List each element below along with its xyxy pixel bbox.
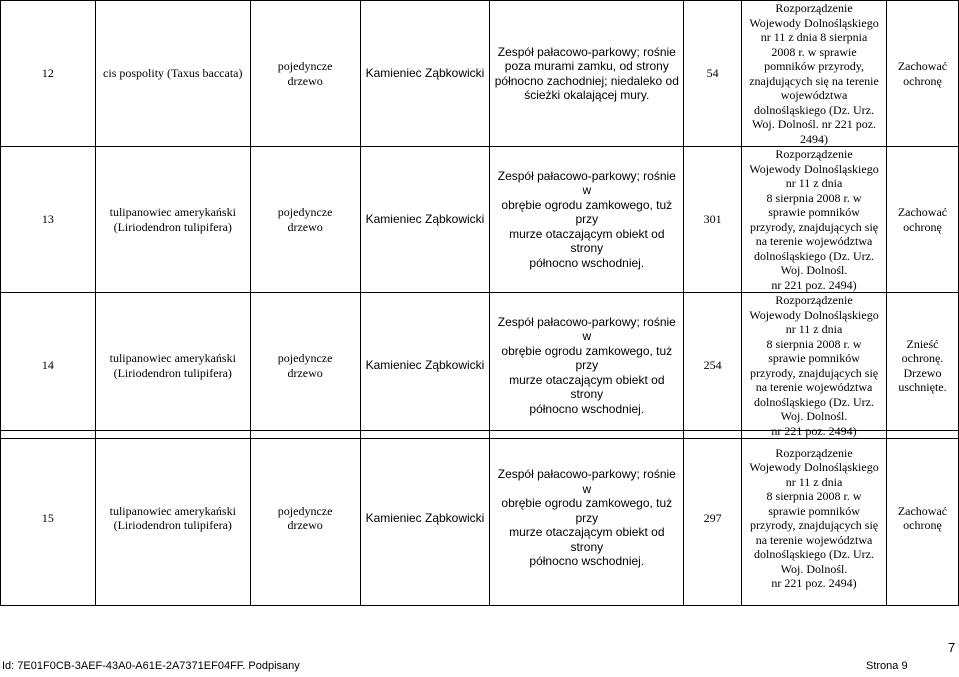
location-cell: Kamieniec Ząbkowicki — [360, 147, 490, 293]
recommendation-cell: Zachować ochronę — [886, 147, 958, 293]
type-cell: pojedyncze drzewo — [250, 293, 360, 439]
row-number: 15 — [1, 431, 96, 606]
location-cell: Kamieniec Ząbkowicki — [360, 1, 490, 147]
species-cell: tulipanowiec amerykański (Liriodendron tulipifera) — [95, 431, 250, 606]
regulation-cell: Rozporządzenie Wojewody Dolnośląskiego nr 11 z dnia 8 sierpnia 2008 r. w sprawie pomników przyrody, znajdujących się na terenie województwa dolnośląskiego (Dz. Urz. Woj. Dolnośl. nr 221 poz. 2494) — [742, 293, 887, 439]
recommendation-cell: Zachować ochronę — [886, 1, 958, 147]
page-number: 7 — [948, 640, 956, 655]
type-cell: pojedyncze drzewo — [250, 431, 360, 606]
recommendation-cell: Znieść ochronę. Drzewo uschnięte. — [886, 293, 958, 439]
page-label: Strona 9 — [866, 660, 908, 672]
table-row — [1, 293, 959, 439]
description-cell: Zespół pałacowo-parkowy; rośnie w obrębie ogrodu zamkowego, tuż przy murze otaczającym obiekt od strony północno wschodniej. — [490, 431, 684, 606]
monuments-table-lower — [0, 430, 959, 606]
species-cell: cis pospolity (Taxus baccata) — [95, 1, 250, 147]
species-cell: tulipanowiec amerykański (Liriodendron tulipifera) — [95, 293, 250, 439]
description-cell: Zespół pałacowo-parkowy; rośnie poza murami zamku, od strony północno zachodniej; niedaleko od ścieżki okalającej mury. — [490, 1, 684, 147]
document-id-footer: Id: 7E01F0CB-3AEF-43A0-A61E-2A7371EF04FF. Podpisany — [2, 660, 300, 672]
row-number: 12 — [1, 1, 96, 147]
row-number: 13 — [1, 147, 96, 293]
regulation-cell: Rozporządzenie Wojewody Dolnośląskiego nr 11 z dnia 8 sierpnia 2008 r. w sprawie pomników przyrody, znajdujących się na terenie województwa dolnośląskiego (Dz. Urz. Woj. Dolnośl. nr 221 poz. 2494) — [742, 431, 887, 606]
circumference-cell: 301 — [684, 147, 742, 293]
table-row — [1, 431, 959, 606]
regulation-cell: Rozporządzenie Wojewody Dolnośląskiego nr 11 z dnia 8 sierpnia 2008 r. w sprawie pomników przyrody, znajdujących się na terenie województwa dolnośląskiego (Dz. Urz. Woj. Dolnośl. nr 221 poz. 2494) — [742, 147, 887, 293]
type-cell: pojedyncze drzewo — [250, 1, 360, 147]
circumference-cell: 254 — [684, 293, 742, 439]
row-number: 14 — [1, 293, 96, 439]
circumference-cell: 54 — [684, 1, 742, 147]
description-cell: Zespół pałacowo-parkowy; rośnie w obrębie ogrodu zamkowego, tuż przy murze otaczającym obiekt od strony północno wschodniej. — [490, 293, 684, 439]
type-cell: pojedyncze drzewo — [250, 147, 360, 293]
species-cell: tulipanowiec amerykański (Liriodendron tulipifera) — [95, 147, 250, 293]
table-row — [1, 147, 959, 293]
location-cell: Kamieniec Ząbkowicki — [360, 293, 490, 439]
table-row — [1, 1, 959, 147]
recommendation-cell: Zachować ochronę — [886, 431, 958, 606]
description-cell: Zespół pałacowo-parkowy; rośnie w obrębie ogrodu zamkowego, tuż przy murze otaczającym obiekt od strony północno wschodniej. — [490, 147, 684, 293]
regulation-cell: Rozporządzenie Wojewody Dolnośląskiego nr 11 z dnia 8 sierpnia 2008 r. w sprawie pomników przyrody, znajdujących się na terenie województwa dolnośląskiego (Dz. Urz. Woj. Dolnośl. nr 221 poz. 2494) — [742, 1, 887, 147]
circumference-cell: 297 — [684, 431, 742, 606]
location-cell: Kamieniec Ząbkowicki — [360, 431, 490, 606]
